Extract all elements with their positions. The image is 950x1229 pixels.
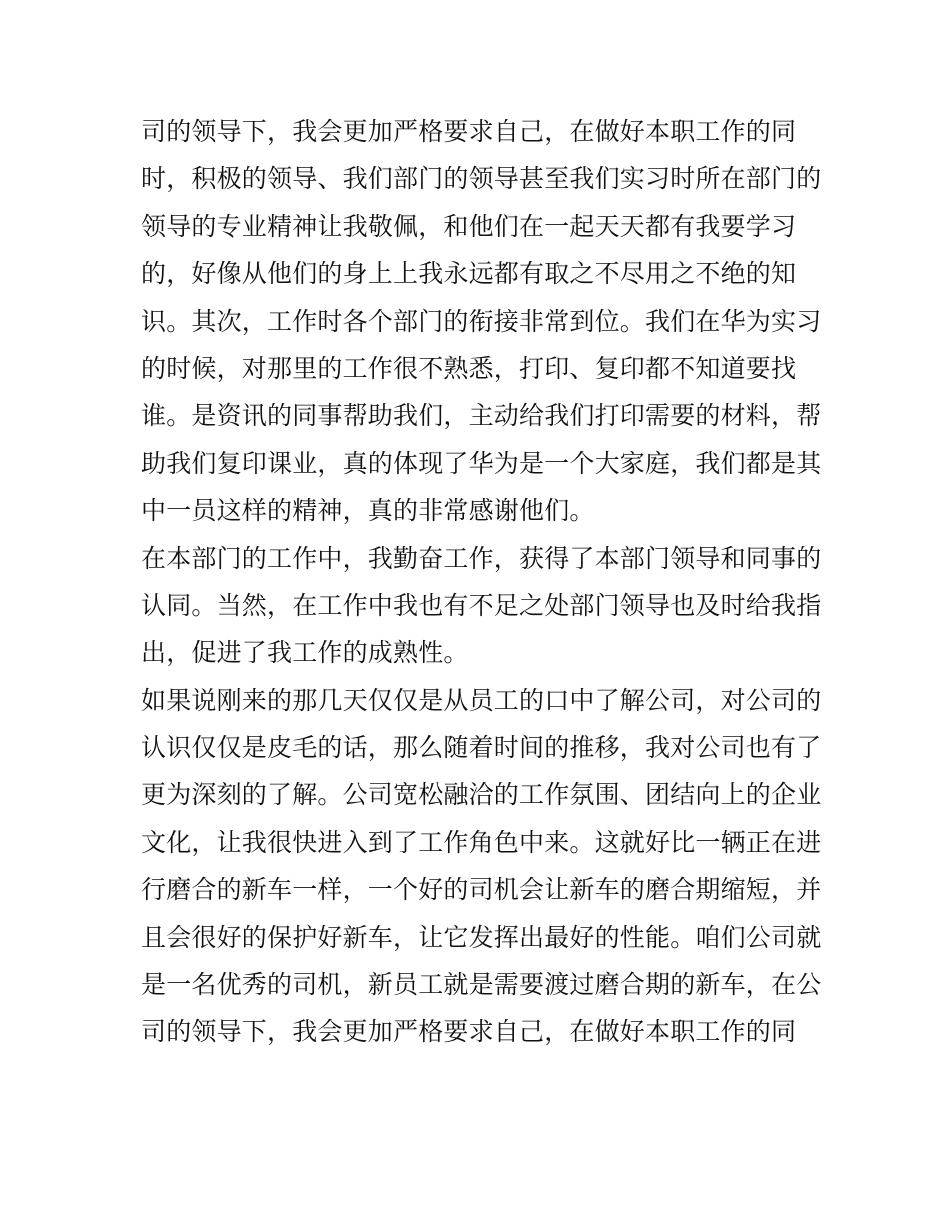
text-line: 司的领导下，我会更加严格要求自己，在做好本职工作的同 (141, 1017, 797, 1047)
text-line: 中一员这样的精神，真的非常感谢他们。 (141, 496, 595, 526)
text-line: 出，促进了我工作的成熟性。 (141, 638, 469, 668)
text-line: 且会很好的保护好新车，让它发挥出最好的性能。咱们公司就 (141, 922, 822, 952)
text-line: 领导的专业精神让我敬佩，和他们在一起天天都有我要学习 (141, 211, 797, 241)
text-line: 文化，让我很快进入到了工作角色中来。这就好比一辆正在进 (141, 827, 822, 857)
text-line: 更为深刻的了解。公司宽松融洽的工作氛围、团结向上的企业 (141, 780, 822, 810)
text-line: 识。其次，工作时各个部门的衔接非常到位。我们在华为实习 (141, 306, 822, 336)
text-line: 如果说刚来的那几天仅仅是从员工的口中了解公司，对公司的 (141, 685, 822, 715)
text-line: 认识仅仅是皮毛的话，那么随着时间的推移，我对公司也有了 (141, 733, 822, 763)
text-line: 认同。当然，在工作中我也有不足之处部门领导也及时给我指 (141, 590, 822, 620)
document-body (141, 108, 831, 1056)
text-line: 时，积极的领导、我们部门的领导甚至我们实习时所在部门的 (141, 164, 822, 194)
text-line: 行磨合的新车一样，一个好的司机会让新车的磨合期缩短，并 (141, 875, 822, 905)
text-line: 助我们复印课业，真的体现了华为是一个大家庭，我们都是其 (141, 448, 822, 478)
text-line: 司的领导下，我会更加严格要求自己，在做好本职工作的同 (141, 117, 797, 146)
text-line: 在本部门的工作中，我勤奋工作，获得了本部门领导和同事的 (141, 543, 822, 573)
text-line: 谁。是资讯的同事帮助我们，主动给我们打印需要的材料，帮 (141, 401, 822, 431)
text-line: 是一名优秀的司机，新员工就是需要渡过磨合期的新车，在公 (141, 970, 822, 1000)
text-line: 的时候，对那里的工作很不熟悉，打印、复印都不知道要找 (141, 353, 797, 383)
text-line: 的，好像从他们的身上上我永远都有取之不尽用之不绝的知 (141, 259, 797, 289)
